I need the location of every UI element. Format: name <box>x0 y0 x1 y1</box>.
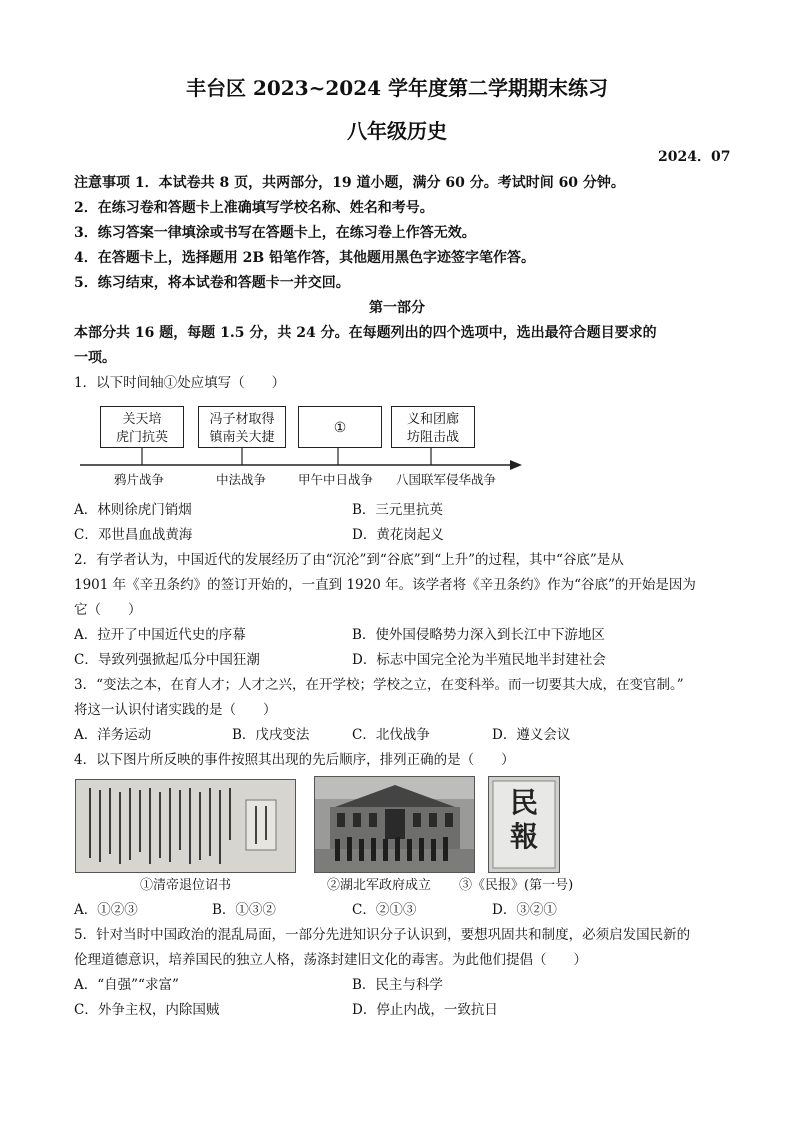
q5-option-b: B．民主与科学 <box>352 977 443 993</box>
q2-stem-line3: 它（ ） <box>74 602 142 618</box>
q4-caption-2: ②湖北军政府成立 <box>327 878 432 893</box>
q3-option-a: A．洋务运动 <box>74 727 152 743</box>
timeline-box-1 <box>100 406 184 448</box>
notice-line-5: 5．练习结束，将本试卷和答题卡一并交回。 <box>74 275 350 291</box>
q5-option-c: C．外争主权，内除国贼 <box>74 1002 220 1018</box>
timeline-label-1: 鸦片战争 <box>114 472 165 487</box>
timeline-label-4: 八国联军侵华战争 <box>396 472 497 487</box>
q5-option-a: A．“自强”“求富” <box>74 977 179 993</box>
q4-caption-3: ③《民报》(第一号) <box>459 878 574 893</box>
newspaper-title-char-1: 民 <box>509 786 538 819</box>
timeline-box-2-line1: 冯子材取得 <box>209 412 275 427</box>
timeline-figure <box>80 403 530 488</box>
timeline-box-3-blank: ① <box>333 420 347 436</box>
q4-option-d: D．③②① <box>492 902 557 918</box>
q2-option-d: D．标志中国完全沦为半殖民地半封建社会 <box>352 652 606 668</box>
timeline-box-2-line2: 镇南关大捷 <box>209 430 275 445</box>
timeline-box-1-line2: 虎门抗英 <box>115 430 168 445</box>
newspaper-title-char-2: 報 <box>509 820 538 853</box>
q4-caption-1: ①清帝退位诏书 <box>140 878 232 893</box>
q1-stem: 1．以下时间轴①处应填写（ ） <box>74 375 286 391</box>
abdication-edict-image <box>75 779 296 873</box>
timeline-box-3 <box>298 406 382 448</box>
hubei-military-government-image <box>314 776 475 873</box>
part1-intro-line1: 本部分共 16 题，每题 1.5 分，共 24 分。在每题列出的四个选项中，选出最符合题目要求的 <box>74 325 657 341</box>
q4-option-b: B．①③② <box>212 902 276 918</box>
page-subtitle: 八年级历史 <box>347 119 447 143</box>
q2-option-c: C．导致列强掀起瓜分中国狂潮 <box>74 652 260 668</box>
q3-option-c: C．北伐战争 <box>352 727 430 743</box>
government-building-graphic <box>315 777 474 872</box>
edict-calligraphy-graphic <box>76 780 295 872</box>
timeline-box-1-line1: 关天培 <box>122 412 162 427</box>
notice-line-3: 3．练习答案一律填涂或书写在答题卡上，在练习卷上作答无效。 <box>74 225 476 241</box>
notice-line-1: 注意事项 1．本试卷共 8 页，共两部分，19 道小题，满分 60 分。考试时间 60 分钟。 <box>74 175 625 191</box>
q2-option-b: B．使外国侵略势力深入到长江中下游地区 <box>352 627 605 643</box>
q2-option-a: A．拉开了中国近代史的序幕 <box>74 627 246 643</box>
q1-option-a: A．林则徐虎门销烟 <box>74 502 192 518</box>
timeline-label-2: 中法战争 <box>216 472 267 487</box>
q3-option-d: D．遵义会议 <box>492 727 571 743</box>
notice-line-4: 4．在答题卡上，选择题用 2B 铅笔作答，其他题用黑色字迹签字笔作答。 <box>74 250 536 266</box>
q2-stem-line1: 2．有学者认为，中国近代的发展经历了由“沉沦”到“谷底”到“上升”的过程，其中“谷底”是从 <box>74 552 624 568</box>
q3-option-b: B．戊戌变法 <box>232 727 310 743</box>
timeline-box-4-line2: 坊阻击战 <box>406 430 459 445</box>
page-title: 丰台区 2023~2024 学年度第二学期期末练习 <box>185 76 608 100</box>
q1-option-c: C．邓世昌血战黄海 <box>74 527 193 543</box>
q5-stem-line2: 伦理道德意识，培养国民的独立人格，荡涤封建旧文化的毒害。为此他们提倡（ ） <box>74 952 587 968</box>
part1-heading: 第一部分 <box>369 300 425 316</box>
minbao-newspaper-image <box>488 776 560 873</box>
q3-stem-line2: 将这一认识付诸实践的是（ ） <box>74 702 277 718</box>
notice-line-2: 2．在练习卷和答题卡上准确填写学校名称、姓名和考号。 <box>74 200 434 216</box>
timeline-label-3: 甲午中日战争 <box>298 472 374 487</box>
q3-stem-line1: 3．“变法之本，在育人才；人才之兴，在开学校；学校之立，在变科举。而一切要其大成，在变官制。” <box>74 677 684 693</box>
q4-stem: 4．以下图片所反映的事件按照其出现的先后顺序，排列正确的是（ ） <box>74 752 515 768</box>
q5-option-d: D．停止内战，一致抗日 <box>352 1002 498 1018</box>
part1-intro-line2: 一项。 <box>74 350 116 366</box>
timeline-box-4-line1: 义和团廊 <box>406 412 459 427</box>
q4-option-c: C．②①③ <box>352 902 417 918</box>
exam-date: 2024．07 <box>658 149 731 165</box>
q2-stem-line2: 1901 年《辛丑条约》的签订开始的，一直到 1920 年。该学者将《辛丑条约》作为“谷底”的开始是因为 <box>74 577 696 593</box>
q1-option-d: D．黄花岗起义 <box>352 527 444 543</box>
q4-option-a: A．①②③ <box>74 902 138 918</box>
timeline-box-4 <box>391 406 475 448</box>
timeline-box-2 <box>198 406 286 448</box>
q5-stem-line1: 5．针对当时中国政治的混乱局面，一部分先进知识分子认识到，要想巩固共和制度，必须启发国民新的 <box>74 927 691 943</box>
q1-option-b: B．三元里抗英 <box>352 502 443 518</box>
